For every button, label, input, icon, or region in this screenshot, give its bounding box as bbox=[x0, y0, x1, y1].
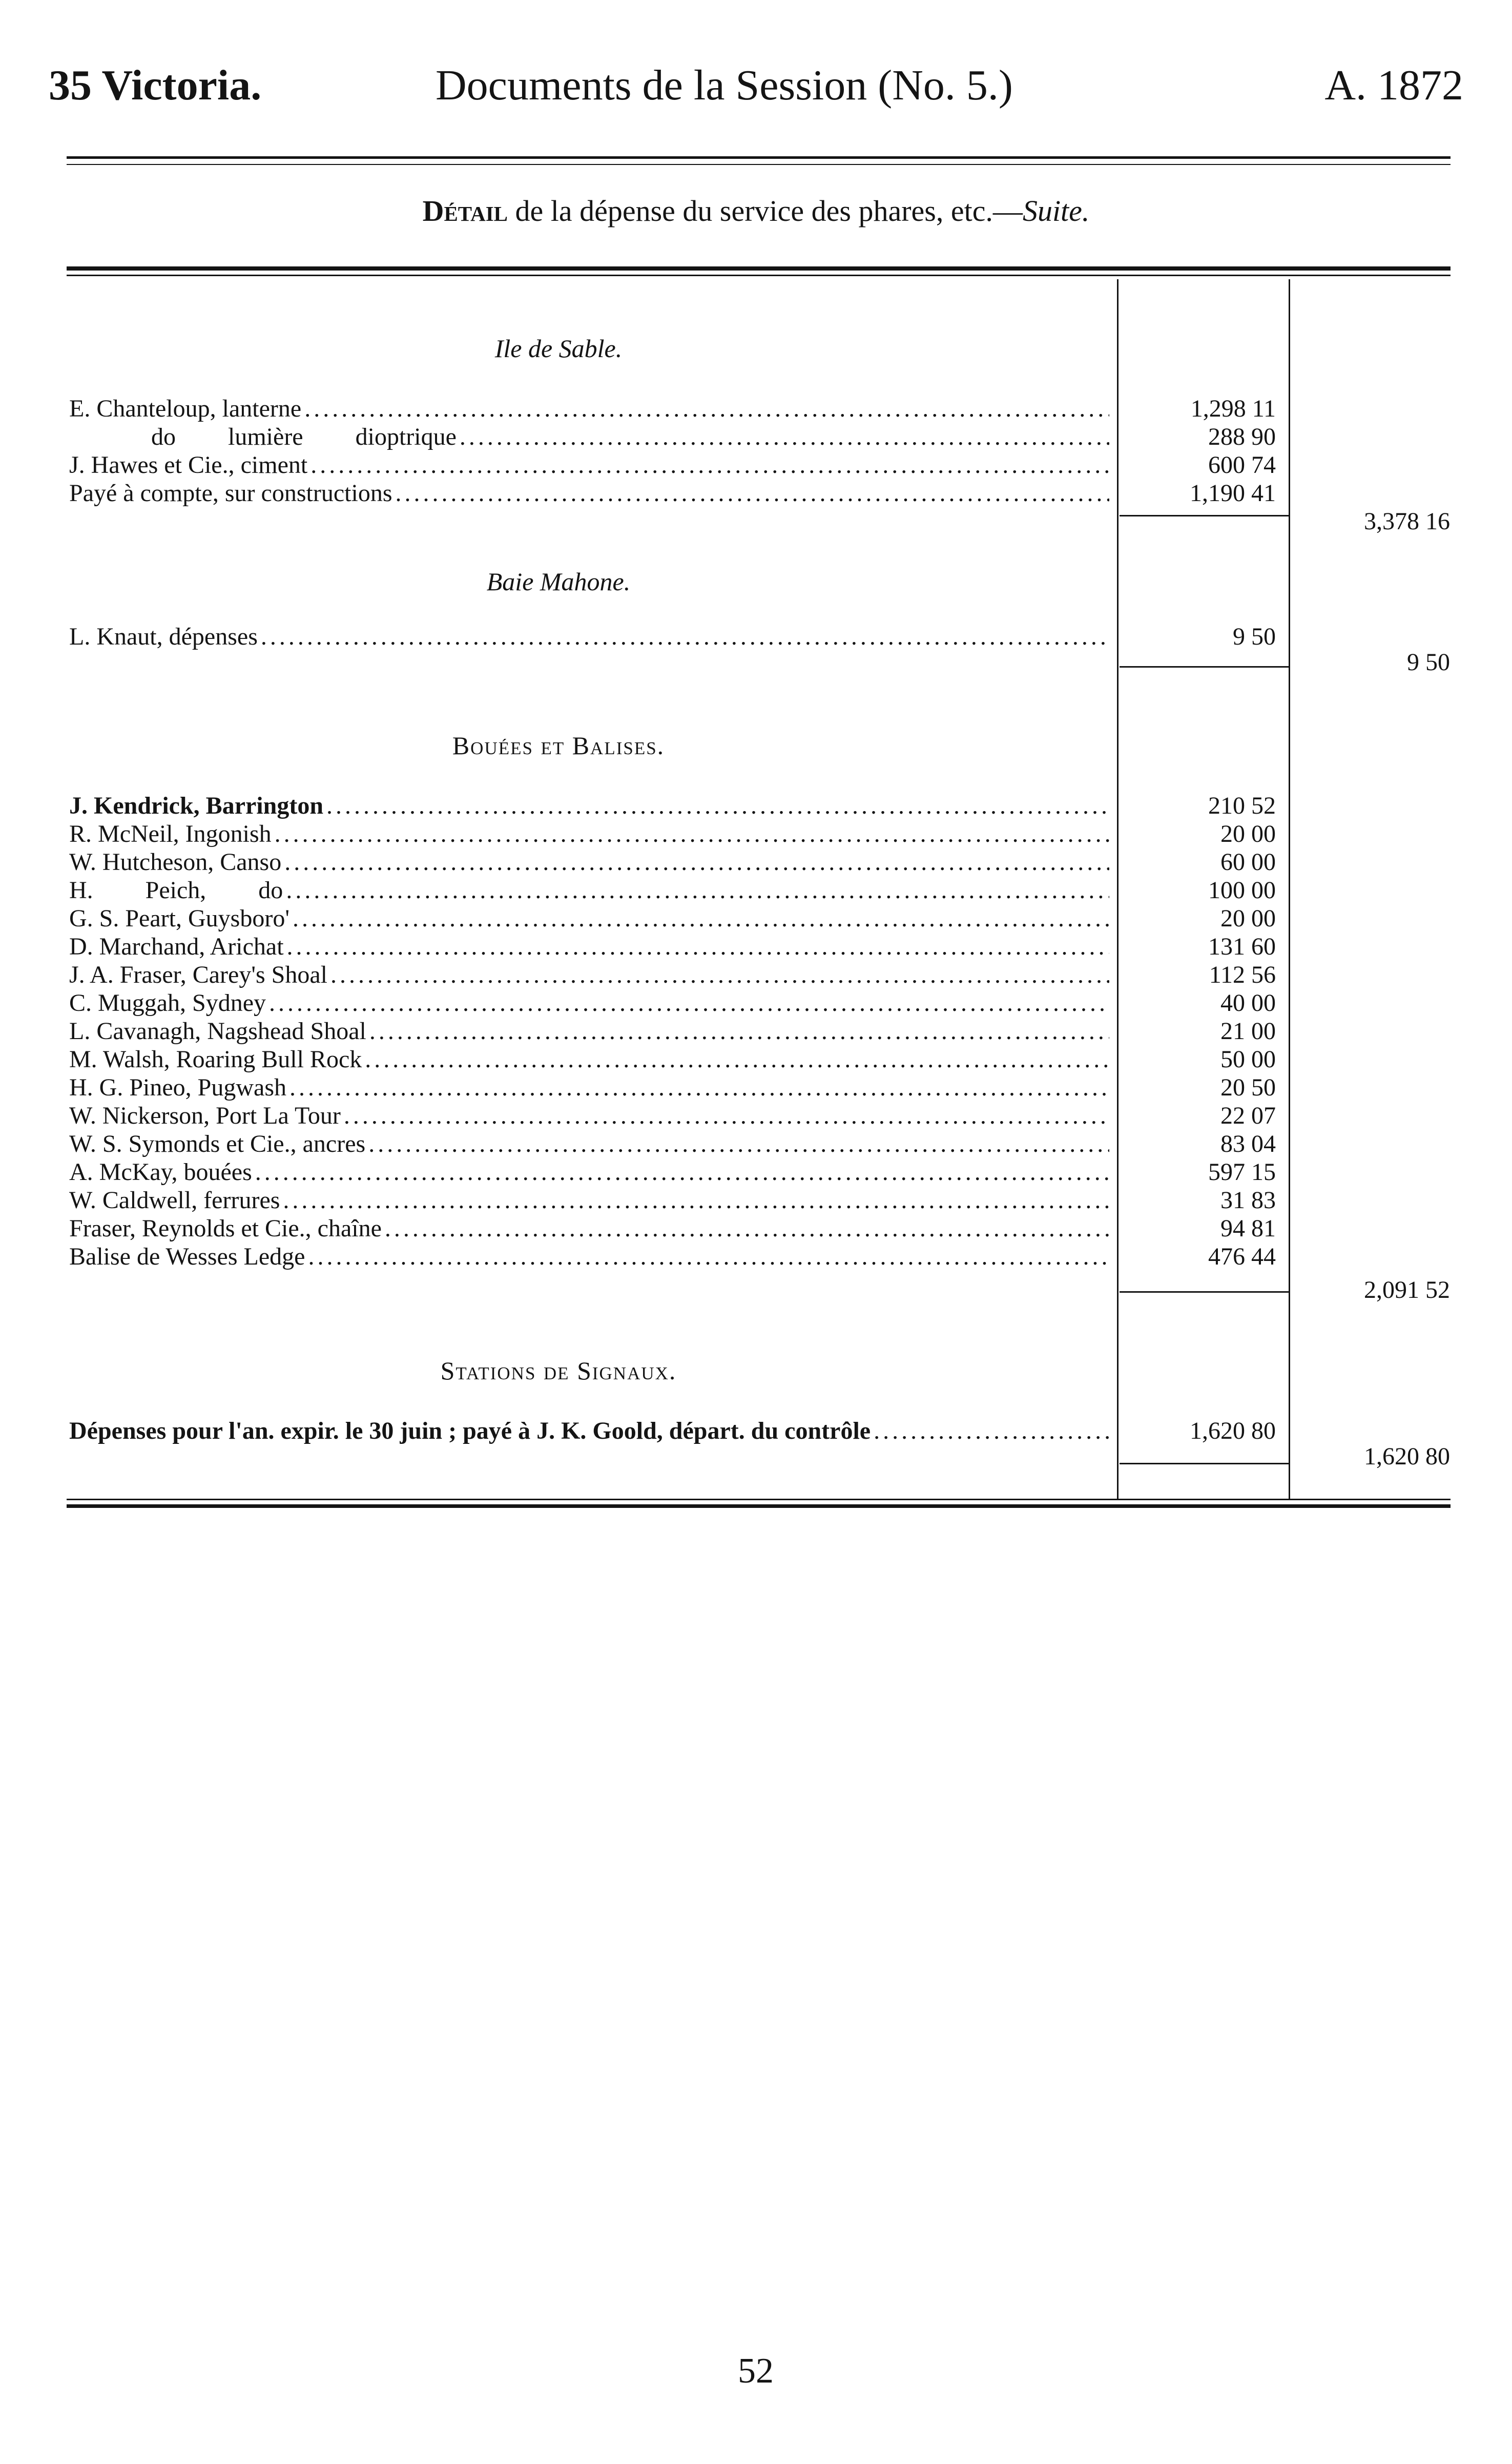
ledger-row bbox=[69, 792, 1109, 820]
amount-column-left-rule bbox=[1117, 279, 1119, 1499]
ledger-row-amount: 9 50 bbox=[1233, 623, 1276, 650]
leader-dots bbox=[280, 1186, 1109, 1215]
leader-dots bbox=[305, 1243, 1109, 1271]
table-bottom-rule-thin bbox=[67, 1499, 1451, 1500]
ledger-row-description: M. Walsh, Roaring Bull Rock bbox=[69, 1046, 362, 1073]
table-caption bbox=[0, 196, 1512, 226]
subtotal-rule bbox=[1120, 666, 1289, 668]
leader-dots bbox=[307, 451, 1109, 480]
ledger-row bbox=[69, 820, 1109, 848]
leader-dots bbox=[284, 933, 1109, 961]
table-bottom-rule-thick bbox=[67, 1504, 1451, 1508]
subtotal-rule bbox=[1120, 1291, 1289, 1293]
ledger-row-description: G. S. Peart, Guysboro' bbox=[69, 905, 289, 932]
subtotal-rule bbox=[1120, 1463, 1289, 1464]
caption-suite: Suite. bbox=[1022, 194, 1090, 227]
ledger-row bbox=[69, 1045, 1109, 1074]
ledger-row bbox=[69, 1130, 1109, 1158]
ledger-row bbox=[69, 876, 1109, 905]
section-title-bouees-et-balises: Bouées et Balises. bbox=[452, 731, 665, 760]
section-total: 2,091 52 bbox=[1364, 1276, 1450, 1303]
ledger-row bbox=[69, 423, 1109, 451]
leader-dots bbox=[252, 1158, 1109, 1187]
ledger-row-description: Balise de Wesses Ledge bbox=[69, 1243, 305, 1270]
ledger-row bbox=[69, 1073, 1109, 1102]
ledger-row bbox=[69, 1102, 1109, 1130]
ledger-row bbox=[69, 933, 1109, 961]
ledger-row bbox=[69, 989, 1109, 1018]
section-total: 1,620 80 bbox=[1364, 1443, 1450, 1470]
ledger-row-description: L. Cavanagh, Nagshead Shoal bbox=[69, 1018, 366, 1045]
leader-dots bbox=[301, 395, 1109, 423]
ledger-row-description: C. Muggah, Sydney bbox=[69, 989, 266, 1017]
leader-dots bbox=[366, 1017, 1109, 1046]
leader-dots bbox=[289, 904, 1109, 933]
page-number: 52 bbox=[738, 2351, 774, 2391]
ledger-row-amount: 83 04 bbox=[1220, 1130, 1276, 1157]
header-document-title: Documents de la Session (No. 5.) bbox=[436, 61, 1013, 109]
ledger-row bbox=[69, 1186, 1109, 1215]
ledger-row-description: R. McNeil, Ingonish bbox=[69, 820, 272, 847]
ledger-row-amount: 1,190 41 bbox=[1190, 480, 1276, 507]
subtotal-rule bbox=[1120, 515, 1289, 516]
ledger-row-description: D. Marchand, Arichat bbox=[69, 933, 284, 960]
ledger-row-amount: 1,298 11 bbox=[1190, 395, 1276, 422]
leader-dots bbox=[258, 623, 1109, 651]
amount-column-right-rule bbox=[1289, 279, 1290, 1499]
section-total: 3,378 16 bbox=[1364, 508, 1450, 535]
ledger-row-amount: 20 50 bbox=[1220, 1074, 1276, 1101]
ledger-row-amount: 131 60 bbox=[1208, 933, 1276, 960]
ledger-row bbox=[69, 1214, 1109, 1243]
header-rule-thick bbox=[67, 156, 1451, 159]
ledger-row-amount: 40 00 bbox=[1220, 989, 1276, 1017]
ledger-row-amount: 20 00 bbox=[1220, 820, 1276, 847]
leader-dots bbox=[272, 820, 1109, 848]
ledger-row-amount: 112 56 bbox=[1209, 961, 1276, 988]
ledger-row bbox=[69, 1158, 1109, 1187]
ledger-row-amount: 60 00 bbox=[1220, 848, 1276, 876]
header-year: A. 1872 bbox=[1324, 61, 1463, 109]
caption-text: de la dépense du service des phares, etc.— bbox=[508, 194, 1023, 227]
ledger-row-description: Payé à compte, sur constructions bbox=[69, 480, 392, 507]
ledger-row-amount: 100 00 bbox=[1208, 877, 1276, 904]
leader-dots bbox=[382, 1214, 1109, 1243]
ledger-row-description: W. S. Symonds et Cie., ancres bbox=[69, 1130, 366, 1157]
leader-dots bbox=[323, 792, 1109, 820]
table-top-rule-thick bbox=[67, 266, 1451, 271]
ledger-row-amount: 94 81 bbox=[1220, 1215, 1276, 1242]
leader-dots bbox=[362, 1045, 1109, 1074]
ledger-row bbox=[69, 1017, 1109, 1046]
ledger-row-description: J. A. Fraser, Carey's Shoal bbox=[69, 961, 327, 988]
ledger-row bbox=[69, 395, 1109, 423]
ledger-row bbox=[69, 479, 1109, 508]
ledger-row-amount: 288 90 bbox=[1208, 423, 1276, 450]
ledger-row-description: W. Caldwell, ferrures bbox=[69, 1187, 280, 1214]
leader-dots bbox=[327, 961, 1109, 989]
ledger-row-amount: 476 44 bbox=[1208, 1243, 1276, 1270]
ledger-row bbox=[69, 1243, 1109, 1271]
leader-dots bbox=[365, 1130, 1109, 1158]
ledger-row-description: A. McKay, bouées bbox=[69, 1158, 252, 1186]
section-title-baie-mahone: Baie Mahone. bbox=[486, 567, 631, 596]
ledger-row bbox=[69, 1417, 1109, 1445]
leader-dots bbox=[281, 848, 1109, 877]
ledger-row bbox=[69, 961, 1109, 989]
ledger-row-amount: 600 74 bbox=[1208, 451, 1276, 479]
ledger-row bbox=[69, 623, 1109, 651]
ledger-row-amount: 20 00 bbox=[1220, 905, 1276, 932]
leader-dots bbox=[341, 1102, 1109, 1130]
ledger-row-amount: 21 00 bbox=[1220, 1018, 1276, 1045]
ledger-row-amount: 597 15 bbox=[1208, 1158, 1276, 1186]
ledger-row-description: E. Chanteloup, lanterne bbox=[69, 395, 302, 422]
section-title-ile-de-sable: Ile de Sable. bbox=[494, 334, 623, 363]
ledger-row-description: J. Hawes et Cie., ciment bbox=[69, 451, 308, 479]
ledger-row-description: H. Peich, do bbox=[69, 877, 283, 904]
ledger-row-amount: 22 07 bbox=[1220, 1102, 1276, 1129]
caption-lead: Détail bbox=[422, 194, 508, 227]
ledger-row-description: Fraser, Reynolds et Cie., chaîne bbox=[69, 1215, 382, 1242]
leader-dots bbox=[457, 423, 1109, 451]
leader-dots bbox=[266, 989, 1109, 1018]
ledger-row-description: Dépenses pour l'an. expir. le 30 juin ; payé à J. K. Goold, départ. du contrôle bbox=[69, 1417, 871, 1444]
leader-dots bbox=[871, 1417, 1109, 1445]
ledger-row-description: W. Nickerson, Port La Tour bbox=[69, 1102, 341, 1129]
header-rule-thin bbox=[67, 164, 1451, 165]
ledger-row-description: J. Kendrick, Barrington bbox=[69, 792, 324, 819]
section-title-stations-de-signaux: Stations de Signaux. bbox=[440, 1356, 677, 1385]
header-session-year: 35 Victoria. bbox=[49, 61, 262, 109]
ledger-row-description: W. Hutcheson, Canso bbox=[69, 848, 282, 876]
leader-dots bbox=[392, 479, 1109, 508]
leader-dots bbox=[283, 876, 1109, 905]
leader-dots bbox=[286, 1073, 1109, 1102]
ledger-row-description: do lumière dioptrique bbox=[151, 423, 457, 450]
table-top-rule-thin bbox=[67, 275, 1451, 276]
ledger-row-amount: 31 83 bbox=[1220, 1187, 1276, 1214]
ledger-row-description: L. Knaut, dépenses bbox=[69, 623, 258, 650]
ledger-row bbox=[69, 451, 1109, 480]
ledger-row-amount: 210 52 bbox=[1208, 792, 1276, 819]
section-total: 9 50 bbox=[1407, 649, 1450, 676]
ledger-row bbox=[69, 904, 1109, 933]
ledger-row-amount: 1,620 80 bbox=[1190, 1417, 1276, 1444]
ledger-row-amount: 50 00 bbox=[1220, 1046, 1276, 1073]
ledger-row-description: H. G. Pineo, Pugwash bbox=[69, 1074, 287, 1101]
ledger-row bbox=[69, 848, 1109, 877]
